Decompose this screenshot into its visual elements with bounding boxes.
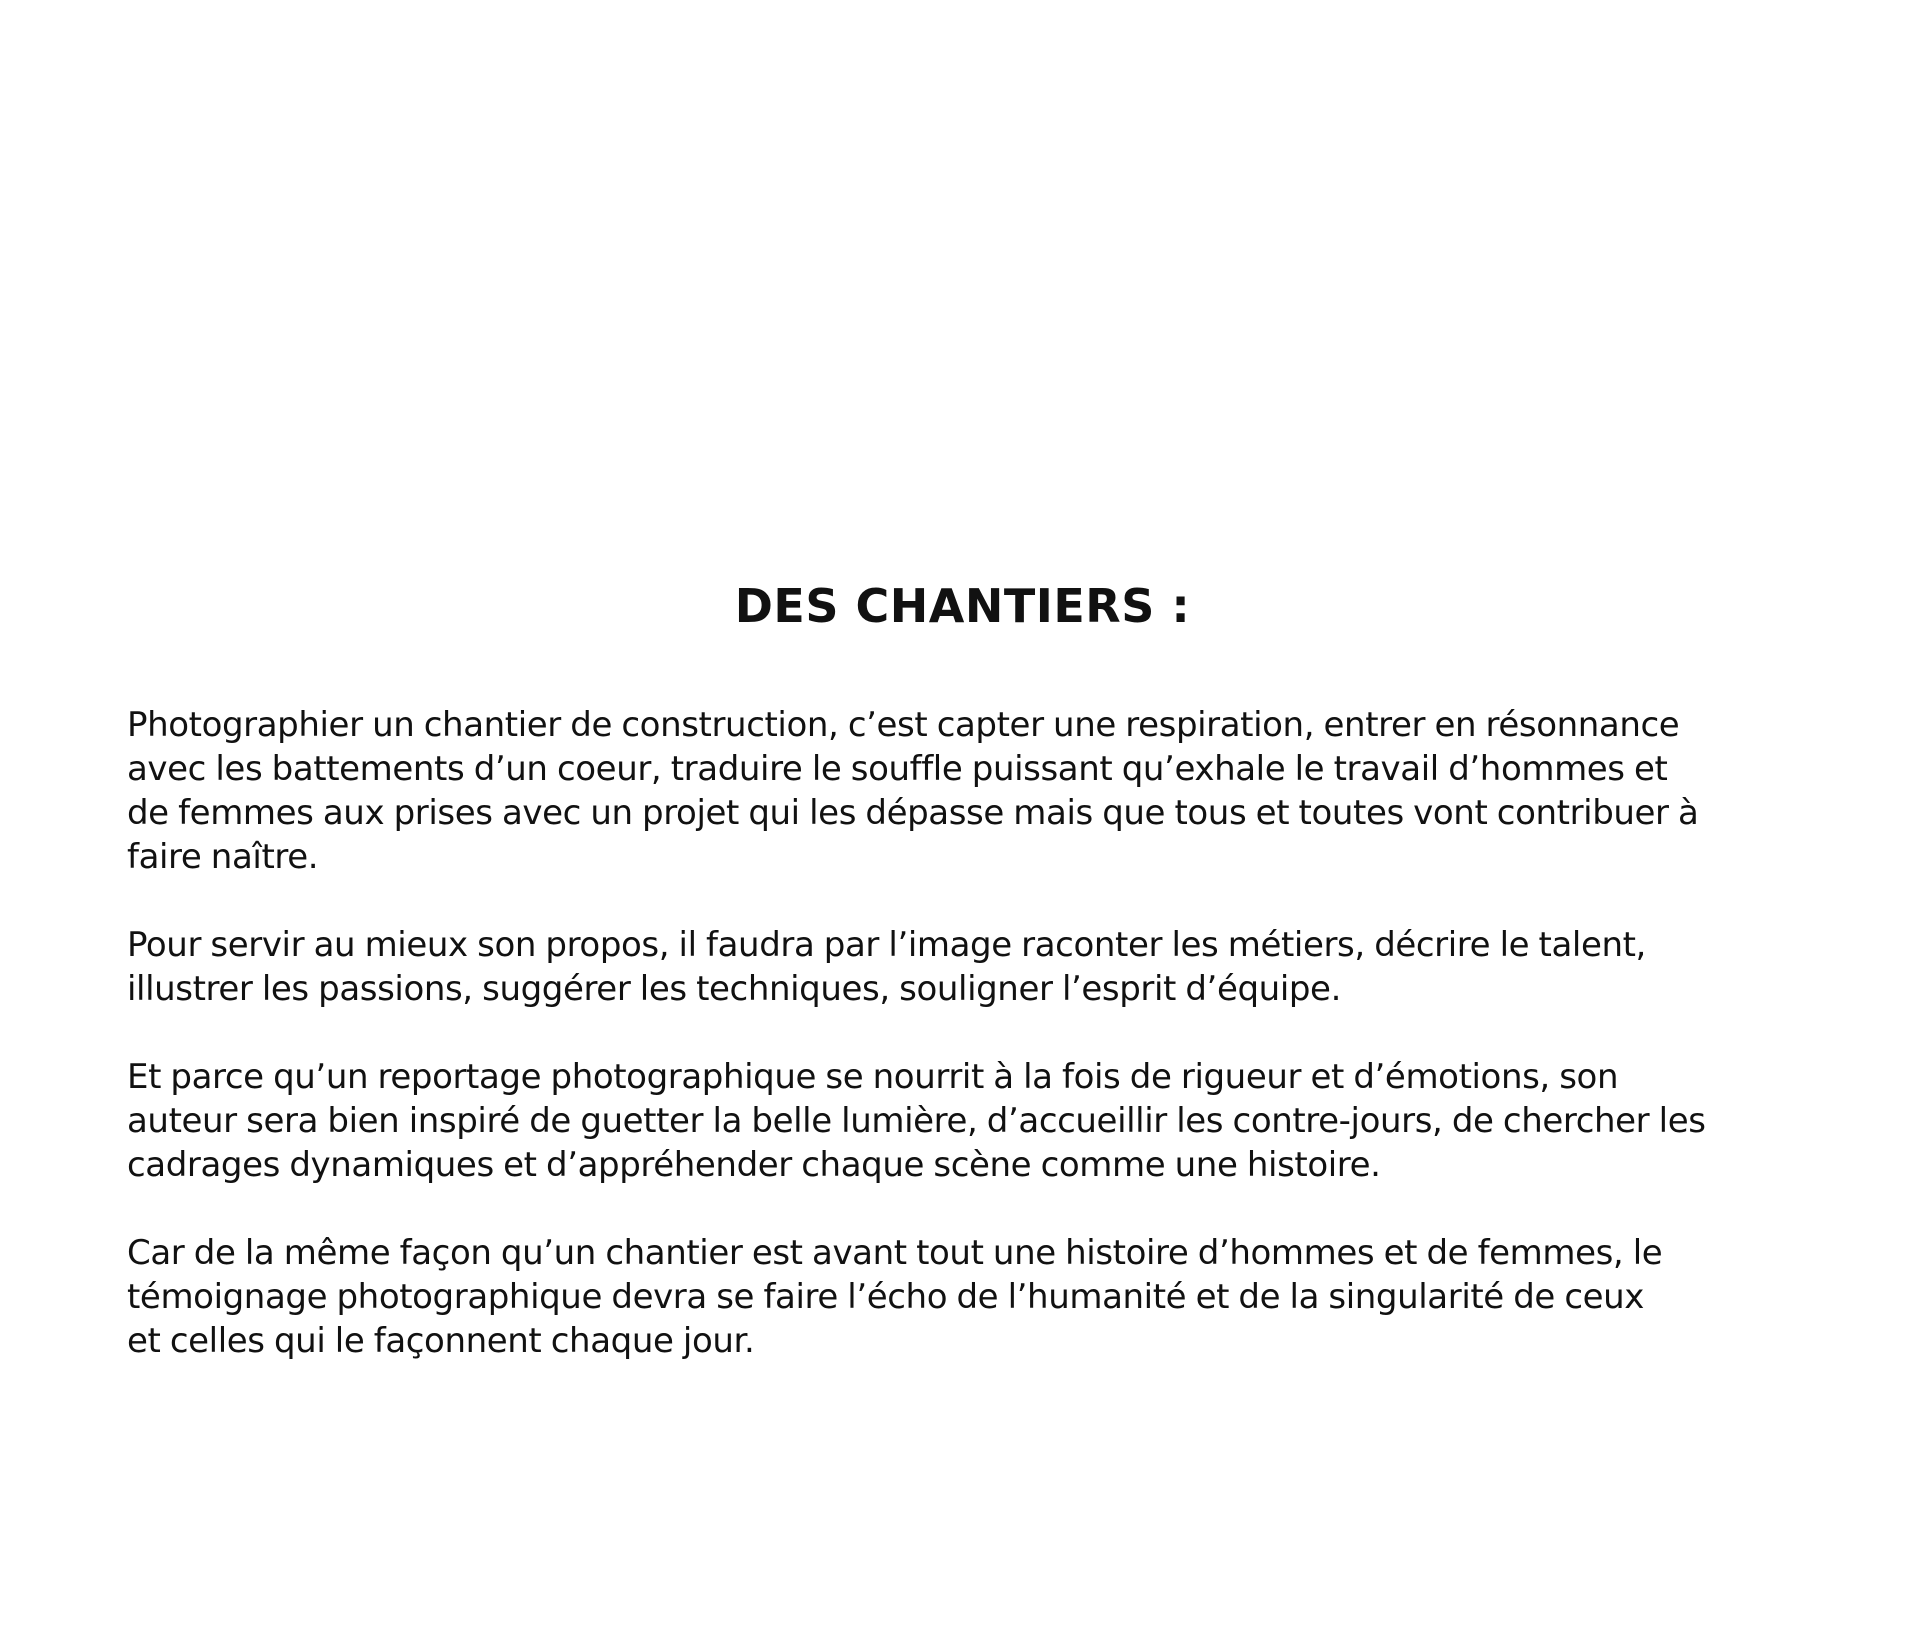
page-title: DES CHANTIERS :: [734, 579, 1191, 633]
body-text: [127, 703, 1827, 1407]
paragraph-3: [127, 1055, 1827, 1187]
paragraph-line: Car de la même façon qu’un chantier est avant tout une histoire d’hommes et de femmes, le: [127, 1233, 1663, 1273]
paragraph-line: faire naître.: [127, 837, 319, 877]
paragraph-4: [127, 1231, 1827, 1363]
paragraph-2: [127, 923, 1827, 1011]
paragraph-line: auteur sera bien inspiré de guetter la belle lumière, d’accueillir les contre-jours, de chercher les: [127, 1101, 1706, 1141]
paragraph-line: Photographier un chantier de construction, c’est capter une respiration, entrer en résonnance: [127, 705, 1680, 745]
paragraph-line: Pour servir au mieux son propos, il faudra par l’image raconter les métiers, décrire le talent,: [127, 925, 1646, 965]
paragraph-line: témoignage photographique devra se faire l’écho de l’humanité et de la singularité de ceux: [127, 1277, 1645, 1317]
paragraph-line: de femmes aux prises avec un projet qui les dépasse mais que tous et toutes vont contribuer à: [127, 793, 1699, 833]
paragraph-line: cadrages dynamiques et d’appréhender chaque scène comme une histoire.: [127, 1145, 1381, 1185]
paragraph-1: [127, 703, 1827, 879]
paragraph-line: Et parce qu’un reportage photographique se nourrit à la fois de rigueur et d’émotions, son: [127, 1057, 1619, 1097]
paragraph-line: illustrer les passions, suggérer les techniques, souligner l’esprit d’équipe.: [127, 969, 1341, 1009]
paragraph-line: avec les battements d’un coeur, traduire le souffle puissant qu’exhale le travail d’hommes et: [127, 749, 1668, 789]
paragraph-line: et celles qui le façonnent chaque jour.: [127, 1321, 755, 1361]
